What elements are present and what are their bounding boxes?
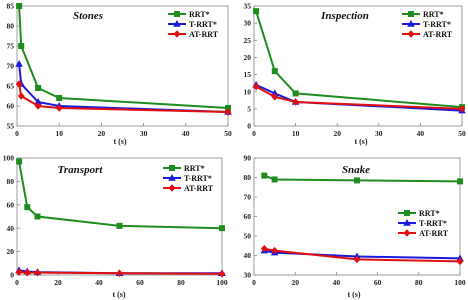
- x-tick-label: 20: [97, 129, 106, 138]
- y-tick-label: 50: [243, 231, 251, 241]
- y-tick-label: 20: [6, 247, 14, 257]
- x-axis-label: t (s): [113, 137, 127, 146]
- chart-panel-transport: [3, 154, 228, 299]
- y-tick-label: 40: [6, 223, 14, 233]
- x-tick-label: 40: [95, 278, 103, 287]
- legend-marker: [408, 30, 415, 38]
- y-tick-label: 5: [247, 104, 251, 114]
- data-point-rrt: [219, 225, 225, 231]
- y-tick-label: 80: [6, 21, 14, 31]
- chart-panel-snake: [244, 154, 466, 299]
- y-tick-label: 15: [243, 70, 251, 80]
- y-tick-label: 100: [2, 153, 14, 163]
- x-axis-label: t (s): [112, 290, 126, 299]
- legend: [402, 10, 453, 39]
- x-tick-label: 0: [252, 278, 256, 287]
- data-point-at-rrt: [219, 270, 226, 278]
- x-tick-label: 0: [15, 129, 19, 138]
- series-line-at-rrt: [264, 249, 460, 262]
- chart-panel-stones: [7, 2, 233, 146]
- legend-marker: [169, 165, 175, 171]
- legend: [163, 164, 214, 193]
- legend-label: AT-RRT: [419, 228, 449, 238]
- y-tick-label: 25: [243, 35, 251, 45]
- legend-label: RRT*: [184, 163, 205, 173]
- series-line-rrt: [264, 176, 460, 182]
- x-tick-label: 40: [332, 278, 341, 287]
- data-point-rrt: [16, 159, 22, 165]
- y-tick-label: 90: [243, 153, 251, 163]
- data-point-rrt: [35, 85, 41, 91]
- data-point-at-rrt: [18, 92, 25, 100]
- y-tick-label: 0: [247, 121, 251, 131]
- data-point-rrt: [272, 176, 278, 182]
- x-tick-label: 50: [224, 129, 232, 138]
- y-tick-label: 40: [243, 251, 251, 261]
- legend: [398, 209, 449, 238]
- legend-label: AT-RRT: [184, 183, 214, 193]
- x-tick-label: 20: [54, 278, 62, 287]
- legend-label: RRT*: [189, 9, 210, 19]
- y-tick-label: 30: [243, 270, 251, 280]
- chart-title: Transport: [57, 164, 103, 176]
- legend-label: T-RRT*: [184, 173, 212, 183]
- legend-marker: [169, 184, 176, 192]
- y-tick-label: 60: [6, 200, 14, 210]
- data-point-rrt: [457, 178, 463, 184]
- legend-marker: [404, 210, 410, 216]
- x-tick-label: 100: [216, 278, 228, 287]
- x-tick-label: 20: [291, 278, 299, 287]
- data-point-rrt: [354, 177, 360, 183]
- y-tick-label: 80: [243, 173, 251, 183]
- x-axis-label: t (s): [354, 137, 368, 146]
- data-point-rrt: [117, 223, 123, 229]
- legend-marker: [174, 30, 181, 38]
- legend-marker: [174, 11, 180, 17]
- y-tick-label: 35: [243, 1, 251, 11]
- legend: [168, 10, 219, 39]
- x-tick-label: 60: [136, 278, 144, 287]
- legend-label: RRT*: [419, 208, 440, 218]
- y-tick-label: 75: [6, 41, 14, 51]
- y-tick-label: 85: [6, 1, 14, 11]
- y-tick-label: 70: [243, 192, 251, 202]
- legend-marker: [404, 229, 411, 237]
- y-tick-label: 30: [243, 18, 251, 28]
- x-tick-label: 100: [454, 278, 466, 287]
- y-tick-label: 70: [6, 61, 14, 71]
- y-tick-label: 0: [10, 270, 14, 280]
- x-tick-label: 80: [177, 278, 185, 287]
- data-point-rrt: [261, 173, 267, 179]
- x-tick-label: 0: [15, 278, 19, 287]
- x-tick-label: 80: [415, 278, 423, 287]
- x-tick-label: 50: [458, 129, 466, 138]
- x-tick-label: 40: [416, 129, 425, 138]
- chart-panel-inspection: [244, 2, 467, 146]
- y-tick-label: 60: [6, 101, 14, 111]
- y-tick-label: 20: [243, 53, 251, 63]
- legend-marker: [408, 11, 414, 17]
- y-tick-label: 80: [6, 177, 14, 186]
- legend-label: AT-RRT: [423, 29, 453, 39]
- x-tick-label: 40: [182, 129, 190, 138]
- data-point-rrt: [56, 95, 62, 101]
- x-tick-label: 30: [139, 129, 148, 138]
- x-tick-label: 30: [375, 129, 383, 138]
- x-tick-label: 60: [373, 278, 382, 287]
- y-tick-label: 65: [6, 81, 14, 91]
- data-point-rrt: [35, 214, 41, 220]
- legend-label: T-RRT*: [423, 19, 451, 29]
- x-tick-label: 10: [55, 129, 63, 138]
- x-tick-label: 0: [252, 129, 256, 138]
- y-tick-label: 10: [243, 87, 251, 97]
- y-tick-label: 60: [243, 212, 251, 222]
- data-point-rrt: [272, 68, 278, 74]
- chart-title: Inspection: [321, 10, 369, 22]
- x-tick-label: 20: [333, 129, 341, 138]
- data-point-rrt: [16, 3, 22, 9]
- legend-label: T-RRT*: [189, 19, 217, 29]
- legend-label: RRT*: [423, 9, 444, 19]
- data-point-t-rrt: [15, 60, 23, 67]
- series-line-t-rrt: [19, 64, 228, 112]
- data-point-rrt: [18, 43, 24, 49]
- chart-title: Stones: [73, 10, 103, 22]
- y-tick-label: 55: [6, 121, 14, 131]
- x-axis-label: t (s): [347, 290, 361, 299]
- data-point-rrt: [293, 90, 299, 96]
- legend-label: AT-RRT: [189, 29, 219, 39]
- data-point-rrt: [24, 204, 30, 210]
- x-tick-label: 10: [291, 129, 300, 138]
- chart-title: Snake: [341, 164, 371, 176]
- legend-label: T-RRT*: [419, 218, 447, 228]
- data-point-rrt: [253, 8, 259, 14]
